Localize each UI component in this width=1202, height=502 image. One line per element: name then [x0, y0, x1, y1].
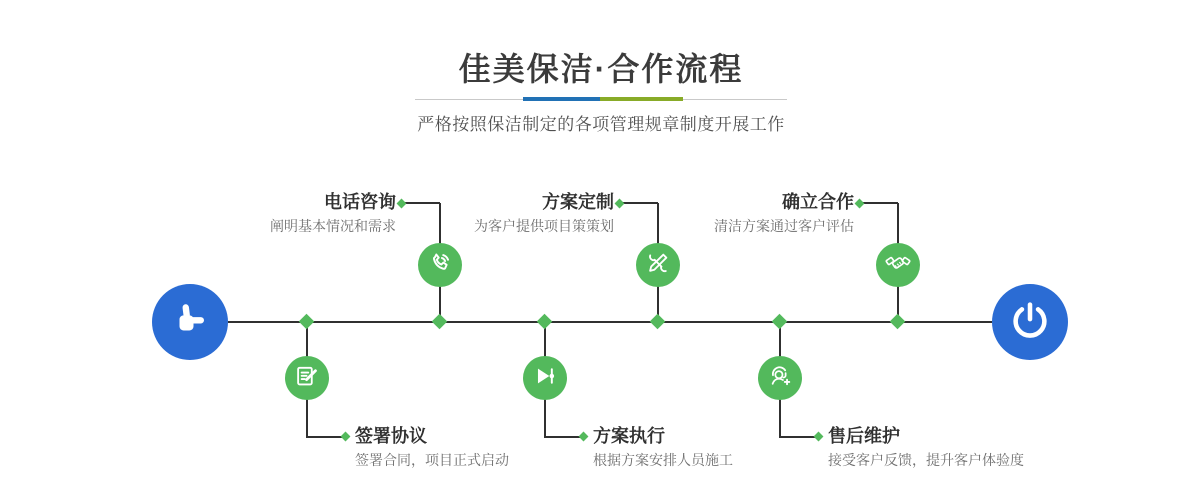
step-desc: 签署合同，项目正式启动: [355, 452, 509, 468]
timeline-node-diamond: [299, 314, 315, 330]
start-node: [152, 284, 228, 360]
power-icon: [1009, 299, 1051, 346]
step-label-execute: [593, 425, 733, 470]
connector-line: [404, 202, 440, 204]
timeline-node-diamond: [650, 314, 666, 330]
connector-diamond: [579, 432, 589, 442]
connector-line: [862, 202, 898, 204]
step-node-cooperation: [876, 243, 920, 287]
step-desc: 为客户提供项目策策划: [474, 218, 614, 234]
connector-line: [779, 436, 816, 438]
contract-pen-icon: [294, 363, 320, 394]
pencil-wrench-icon: [645, 250, 671, 281]
connector-line: [306, 436, 343, 438]
step-desc: 根据方案安排人员施工: [593, 452, 733, 468]
connector-diamond: [855, 199, 865, 209]
timeline-node-diamond: [890, 314, 906, 330]
connector-diamond: [814, 432, 824, 442]
timeline-node-diamond: [432, 314, 448, 330]
connector-diamond: [397, 199, 407, 209]
step-title: 签署协议: [355, 426, 427, 446]
timeline-node-diamond: [537, 314, 553, 330]
end-node: [992, 284, 1068, 360]
divider-green-segment: [600, 97, 683, 101]
step-node-contract: [285, 356, 329, 400]
step-label-cooperation: [714, 191, 854, 236]
phone-icon: [427, 250, 453, 281]
play-next-icon: [532, 363, 558, 394]
step-desc: 阐明基本情况和需求: [270, 218, 396, 234]
title-divider: [415, 97, 787, 102]
connector-line: [544, 436, 581, 438]
step-label-aftersale: [828, 425, 1024, 470]
step-desc: 接受客户反馈，提升客户体验度: [828, 452, 1024, 468]
timeline-node-diamond: [772, 314, 788, 330]
step-desc: 清洁方案通过客户评估: [714, 218, 854, 234]
step-title: 确立合作: [782, 192, 854, 212]
connector-diamond: [341, 432, 351, 442]
connector-line: [622, 202, 658, 204]
hand-pointer-icon: [169, 299, 211, 346]
handshake-icon: [885, 250, 911, 281]
step-node-aftersale: [758, 356, 802, 400]
connector-diamond: [615, 199, 625, 209]
step-title: 电话咨询: [324, 192, 396, 212]
step-title: 方案定制: [542, 192, 614, 212]
timeline: [228, 321, 992, 323]
headset-plus-icon: [767, 363, 793, 394]
step-title: 方案执行: [593, 426, 665, 446]
page-subtitle: 严格按照保洁制定的各项管理规章制度开展工作: [417, 115, 785, 134]
step-node-execute: [523, 356, 567, 400]
page-title: 佳美保洁·合作流程: [458, 51, 744, 87]
divider-blue-segment: [523, 97, 600, 101]
step-node-phone: [418, 243, 462, 287]
step-label-contract: [355, 425, 509, 470]
step-label-phone: [270, 191, 396, 236]
step-node-design: [636, 243, 680, 287]
step-title: 售后维护: [828, 426, 900, 446]
step-label-design: [474, 191, 614, 236]
